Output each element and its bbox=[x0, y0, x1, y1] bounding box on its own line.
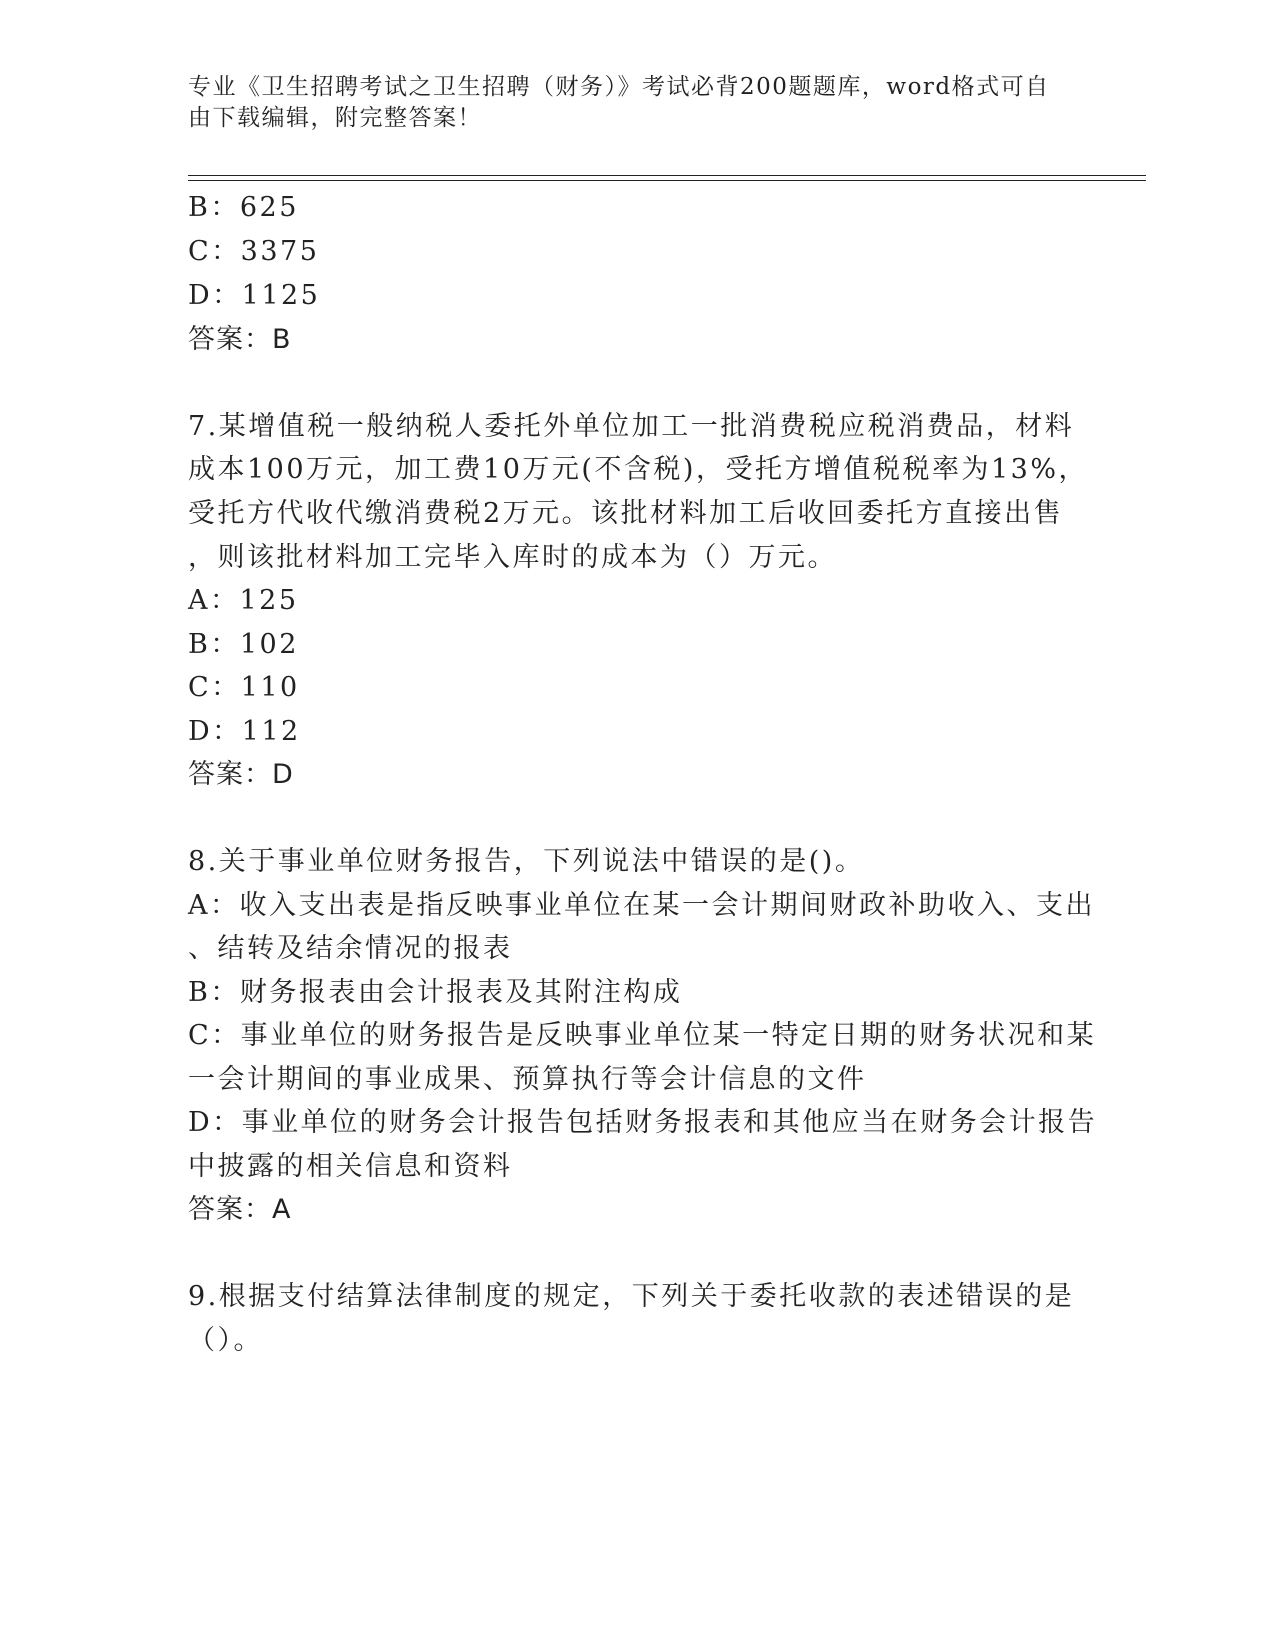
q7-stem-line-2: 成本100万元，加工费10万元(不含税)，受托方增值税税率为13%， bbox=[188, 454, 1088, 485]
q8-option-d-line-1: D：事业单位的财务会计报告包括财务报表和其他应当在财务会计报告 bbox=[188, 1107, 1098, 1138]
q7-option-a: A：125 bbox=[188, 585, 299, 616]
q6-option-b: B：625 bbox=[188, 192, 299, 223]
q7-stem-line-4: ，则该批材料加工完毕入库时的成本为（）万元。 bbox=[188, 542, 837, 573]
q6-option-d: D：1125 bbox=[188, 280, 321, 311]
q8-option-d-line-2: 中披露的相关信息和资料 bbox=[188, 1151, 513, 1182]
q8-option-a-line-1: A：收入支出表是指反映事业单位在某一会计期间财政补助收入、支出 bbox=[188, 890, 1095, 921]
header-divider-bottom bbox=[188, 180, 1146, 181]
q8-option-a-line-2: 、结转及结余情况的报表 bbox=[188, 933, 513, 964]
q9-stem-line-1: 9.根据支付结算法律制度的规定，下列关于委托收款的表述错误的是 bbox=[188, 1281, 1075, 1312]
q8-option-c-line-1: C：事业单位的财务报告是反映事业单位某一特定日期的财务状况和某 bbox=[188, 1020, 1097, 1051]
q7-option-c: C：110 bbox=[188, 672, 300, 703]
q8-stem: 8.关于事业单位财务报告，下列说法中错误的是()。 bbox=[188, 846, 865, 877]
q7-option-b: B：102 bbox=[188, 629, 299, 660]
q7-answer: 答案：D bbox=[188, 759, 294, 790]
header-divider-top bbox=[188, 175, 1146, 176]
q7-stem-line-3: 受托方代收代缴消费税2万元。该批材料加工后收回委托方直接出售 bbox=[188, 498, 1064, 529]
header-title-line-1: 专业《卫生招聘考试之卫生招聘（财务）》考试必背200题题库，word格式可自 bbox=[188, 74, 1050, 100]
q8-answer: 答案：A bbox=[188, 1194, 292, 1225]
q6-answer: 答案：B bbox=[188, 324, 292, 355]
document-header bbox=[188, 72, 1068, 134]
q9-stem-line-2: （）。 bbox=[188, 1325, 263, 1356]
q8-option-c-line-2: 一会计期间的事业成果、预算执行等会计信息的文件 bbox=[188, 1064, 867, 1095]
q8-option-b: B：财务报表由会计报表及其附注构成 bbox=[188, 977, 683, 1008]
q7-stem-line-1: 7.某增值税一般纳税人委托外单位加工一批消费税应税消费品，材料 bbox=[188, 411, 1075, 442]
q7-option-d: D：112 bbox=[188, 716, 301, 747]
q6-option-c: C：3375 bbox=[188, 236, 320, 267]
header-title-line-2: 由下载编辑，附完整答案！ bbox=[188, 105, 482, 131]
